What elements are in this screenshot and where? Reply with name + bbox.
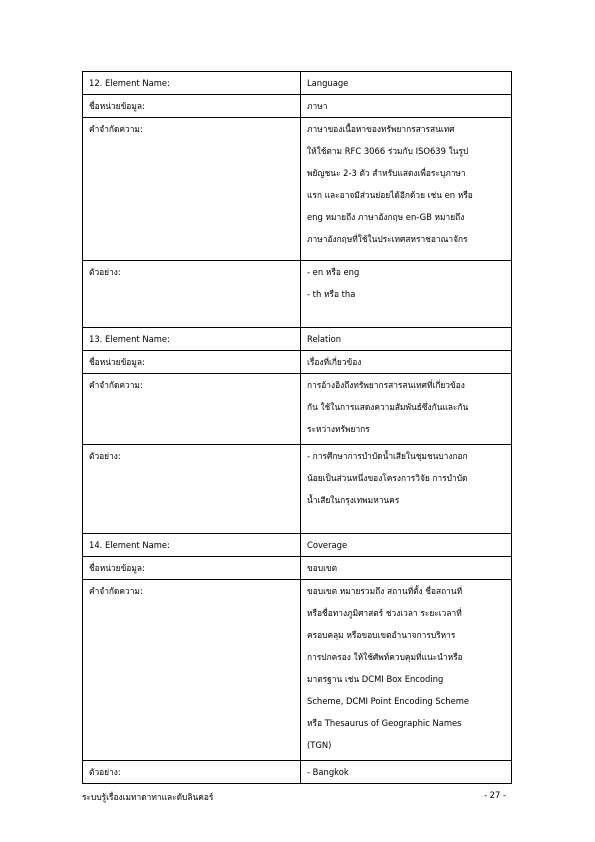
definition-line: กัน ใช้ในการแสดงความสัมพันธ์ซึ่งกันและกัน: [307, 402, 469, 412]
data-unit-label: ชื่อหน่วยข้อมูล:: [83, 95, 301, 118]
element-name-label: 12. Element Name:: [83, 72, 301, 95]
element-header-row: [83, 72, 512, 95]
metadata-table: [82, 71, 512, 784]
definition-label: คำจำกัดความ:: [83, 580, 301, 761]
definition-line: Scheme, DCMI Point Encoding Scheme: [307, 696, 470, 706]
definition-line: หรือ Thesaurus of Geographic Names: [307, 718, 462, 728]
element-name-label: 13. Element Name:: [83, 328, 301, 351]
data-unit-row: [83, 95, 512, 118]
element-name-value: Language: [301, 72, 512, 95]
example-line: - Bangkok: [307, 767, 349, 777]
element-header-row: [83, 534, 512, 557]
example-row: [83, 445, 512, 534]
element-name-value: Relation: [301, 328, 512, 351]
example-row: [83, 261, 512, 328]
definition-line: ภาษาอังกฤษที่ใช้ในประเทศสหราชอาณาจักร: [307, 234, 468, 244]
element-name-value: Coverage: [301, 534, 512, 557]
definition-line: ครอบคลุม หรือขอบเขตอำนาจการบริหาร: [307, 630, 456, 640]
example-label: ตัวอย่าง:: [83, 445, 301, 534]
example-value: [301, 261, 512, 328]
example-line: - th หรือ tha: [307, 289, 356, 299]
footer-document-title: ระบบรู้เรื่องเมทาดาทาและดับลินคอร์: [82, 792, 214, 802]
element-header-row: [83, 328, 512, 351]
definition-value: [301, 374, 512, 445]
data-unit-value: ขอบเขต: [301, 557, 512, 580]
definition-value: [301, 580, 512, 761]
data-unit-value: เรื่องที่เกี่ยวข้อง: [301, 351, 512, 374]
definition-line: การปกครอง ให้ใช้ศัพท์ควบคุมที่แนะนำหรือ: [307, 652, 463, 662]
example-value: [301, 445, 512, 534]
example-label: ตัวอย่าง:: [83, 261, 301, 328]
definition-line: ระหว่างทรัพยากร: [307, 424, 370, 434]
example-row: [83, 761, 512, 784]
example-value: [301, 761, 512, 784]
definition-row: [83, 118, 512, 261]
definition-line: ขอบเขต หมายรวมถึง สถานที่ตั้ง ชื่อสถานที่: [307, 586, 463, 596]
data-unit-row: [83, 351, 512, 374]
data-unit-label: ชื่อหน่วยข้อมูล:: [83, 557, 301, 580]
definition-line: ให้ใช้ตาม RFC 3066 ร่วมกับ ISO639 ในรูป: [307, 146, 469, 156]
definition-label: คำจำกัดความ:: [83, 118, 301, 261]
example-line: น้ำเสียในกรุงเทพมหานคร: [307, 495, 400, 505]
data-unit-row: [83, 557, 512, 580]
element-name-label: 14. Element Name:: [83, 534, 301, 557]
definition-line: มาตรฐาน เช่น DCMI Box Encoding: [307, 674, 444, 684]
example-line: - การศึกษาการบำบัดน้ำเสียในชุมชนบางกอก: [307, 451, 468, 461]
definition-line: การอ้างอิงถึงทรัพยากรสารสนเทศที่เกี่ยวข้อง: [307, 380, 465, 390]
definition-line: หรือชื่อทางภูมิศาสตร์ ช่วงเวลา ระยะเวลาที่: [307, 608, 462, 618]
definition-label: คำจำกัดความ:: [83, 374, 301, 445]
definition-line: (TGN): [307, 740, 332, 750]
example-line: - en หรือ eng: [307, 267, 360, 277]
definition-row: [83, 374, 512, 445]
definition-line: แรก และอาจมีส่วนย่อยได้อีกด้วย เช่น en หรือ: [307, 190, 473, 200]
definition-line: ภาษาของเนื้อหาของทรัพยากรสารสนเทศ: [307, 124, 455, 134]
definition-value: [301, 118, 512, 261]
page-number: - 27 -: [484, 790, 507, 800]
definition-line: พยัญชนะ 2-3 ตัว สำหรับแสดงเพื่อระบุภาษา: [307, 168, 466, 178]
definition-row: [83, 580, 512, 761]
data-unit-value: ภาษา: [301, 95, 512, 118]
definition-line: eng หมายถึง ภาษาอังกฤษ en-GB หมายถึง: [307, 212, 465, 222]
example-line: น้อยเป็นส่วนหนึ่งของโครงการวิจัย การบำบัด: [307, 473, 468, 483]
data-unit-label: ชื่อหน่วยข้อมูล:: [83, 351, 301, 374]
example-label: ตัวอย่าง:: [83, 761, 301, 784]
